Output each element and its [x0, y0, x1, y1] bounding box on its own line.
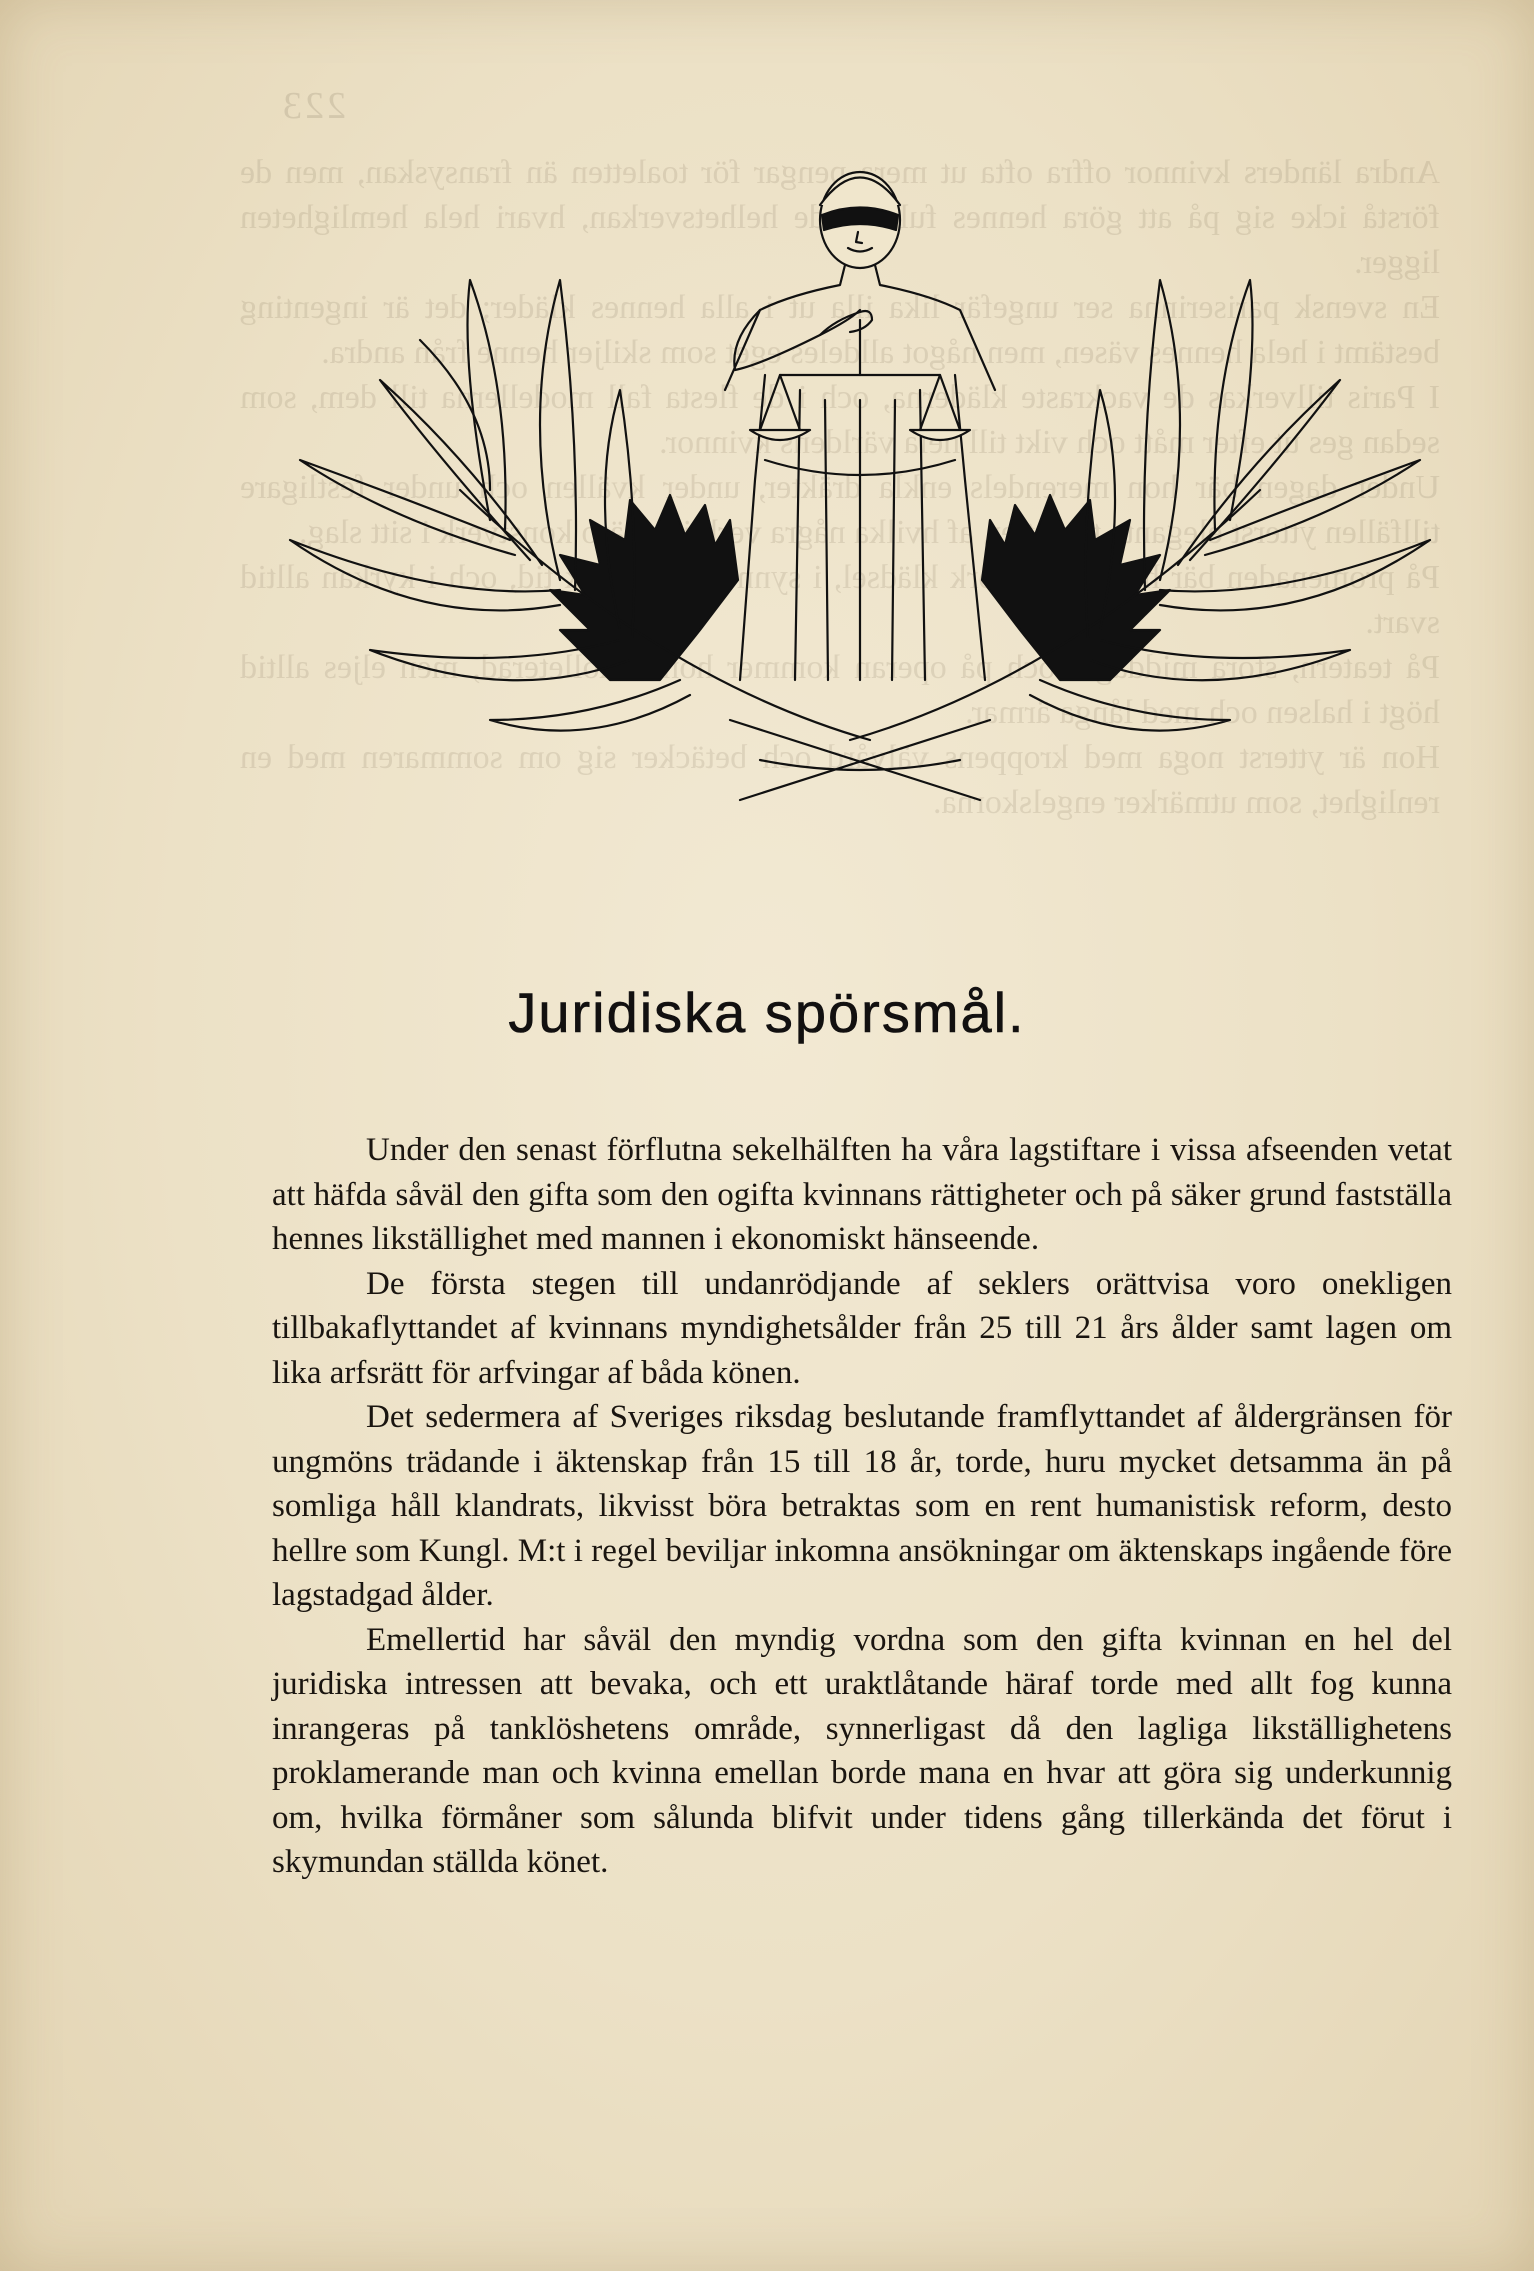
paragraph-4: Emellertid har såväl den myndig vordna som den gifta kvinnan en hel del juridiska intressen att bevaka, och ett uraktlåtande häraf torde med allt fog kunna inrangeras på tanklöshetens område, synnerligast då den lagliga likställighetens proklamerande man och kvinna emellan borde mana en hvar att göra sig underkunnig om, hvilka förmåner som sålunda blifvit under tidens gång tillerkända det förut i skymundan ställda könet.	[272, 1621, 1452, 1880]
bleed-through-text: Andra länders kvinnor offra ofta ut mera pengar för toaletten än fransyskan, men de förstå icke sig på att göra hennes helhetsverkan, hvari hela hemligheten ligger. En svensk pariserinna ser ungefär lika illa ut i alla hennes kläder; det är ingenting bestämt i hela hennes väsen, men något alldeles eget som skiljer henne från andra. I Paris tillverkas de vackraste kläderna, och i de flesta fall modellerna till dem, som sedan ges ut efter mått och vikt till hela världens kvinnor. Under dagen bär hon merendels enkla dräkter, under kvällen och under festligare tillfällen ytterst eleganta af hvilka några konstverk i sitt slag. På promenaden bär klädsel, i tid, och i kyrkan alltid svart. På teatern, stora middagar och på operan kommer hon dekolleterad, men eljes alltid högt i halsen och med långa ärmar. Hon är ytterst noga med kroppens välvård och betäcker sig om sommaren med en renlighet, som utmärker engelskorna.	[240, 154, 1440, 821]
bleed-through-page-number: 223	[280, 85, 346, 127]
page-title: Juridiska spörsmål.	[508, 981, 1026, 1044]
lady-justice-with-scales-and-laurel-icon	[260, 160, 1460, 900]
paragraph-1: Under den senast förflutna sekelhälften ha våra lagstiftare i vissa afseenden vetat att häfda såväl den gifta som den ogifta kvinnans rättigheter och på säker grund fastställa hennes likställighet med mannen i ekonomiskt hänseende.	[272, 1132, 1452, 1257]
article-body	[272, 1128, 1452, 1885]
paragraph-2: De första stegen till undanrödjande af seklers orättvisa voro onekligen tillbakaflyttandet af kvinnans myndighetsålder från 25 till 21 års ålder samt lagen om lika arfsrätt för arfvingar af båda könen.	[272, 1265, 1452, 1391]
paragraph-3: Det sedermera af Sveriges riksdag beslutande framflyttandet af åldergränsen för ungmöns trädande i äktenskap från 15 till 18 år, torde, huru mycket detsamma än på somliga håll klandrats, likvisst böra betraktas som en rent humanistisk reform, desto hellre som Kungl. M:t i regel beviljar inkomna ansökningar om äktenskaps ingående före lagstadgad ålder.	[272, 1399, 1452, 1613]
